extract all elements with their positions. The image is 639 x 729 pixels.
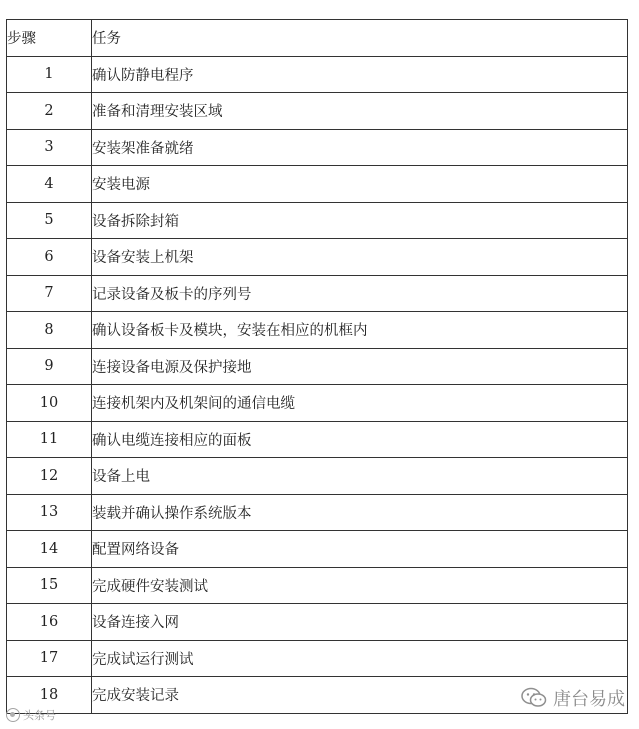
task-text: 准备和清理安装区域 — [92, 93, 628, 130]
task-text: 设备安装上机架 — [92, 239, 628, 276]
table-row — [7, 275, 628, 312]
step-number: 2 — [7, 93, 92, 130]
wechat-watermark — [521, 685, 625, 711]
task-text: 装载并确认操作系统版本 — [92, 494, 628, 531]
table-row — [7, 421, 628, 458]
step-number: 10 — [7, 385, 92, 422]
source-mark — [6, 707, 56, 723]
step-number: 8 — [7, 312, 92, 349]
step-number: 7 — [7, 275, 92, 312]
task-text: 记录设备及板卡的序列号 — [92, 275, 628, 312]
table-row — [7, 458, 628, 495]
task-text: 确认电缆连接相应的面板 — [92, 421, 628, 458]
installation-steps-table — [6, 19, 628, 714]
table-row — [7, 494, 628, 531]
column-header-task: 任务 — [92, 20, 628, 57]
step-number: 11 — [7, 421, 92, 458]
table-row — [7, 604, 628, 641]
step-number: 4 — [7, 166, 92, 203]
step-number: 13 — [7, 494, 92, 531]
table-row — [7, 531, 628, 568]
table-row — [7, 385, 628, 422]
step-number: 3 — [7, 129, 92, 166]
table-row — [7, 640, 628, 677]
task-text: 配置网络设备 — [92, 531, 628, 568]
column-header-step: 步骤 — [7, 20, 92, 57]
step-number: 17 — [7, 640, 92, 677]
watermark-text: 唐台易成 — [553, 689, 625, 710]
step-number: 14 — [7, 531, 92, 568]
task-text: 完成试运行测试 — [92, 640, 628, 677]
step-number: 15 — [7, 567, 92, 604]
source-mark-text: 头条号 — [23, 709, 56, 722]
wechat-icon — [521, 687, 547, 709]
step-number: 18 — [7, 677, 92, 714]
task-text: 设备拆除封箱 — [92, 202, 628, 239]
step-number: 12 — [7, 458, 92, 495]
task-text: 连接机架内及机架间的通信电缆 — [92, 385, 628, 422]
step-number: 6 — [7, 239, 92, 276]
task-text: 安装架准备就绪 — [92, 129, 628, 166]
table-row — [7, 129, 628, 166]
task-text: 设备连接入网 — [92, 604, 628, 641]
task-text: 确认防静电程序 — [92, 56, 628, 93]
task-text: 完成安装记录 — [92, 677, 628, 714]
task-text: 安装电源 — [92, 166, 628, 203]
table-row — [7, 348, 628, 385]
table-row — [7, 567, 628, 604]
step-number: 5 — [7, 202, 92, 239]
table-row — [7, 166, 628, 203]
table-row — [7, 93, 628, 130]
step-number: 1 — [7, 56, 92, 93]
table-header-row — [7, 20, 628, 57]
table-row — [7, 56, 628, 93]
table-row — [7, 312, 628, 349]
task-text: 完成硬件安装测试 — [92, 567, 628, 604]
step-number: 9 — [7, 348, 92, 385]
task-text: 确认设备板卡及模块，安装在相应的机框内 — [92, 312, 628, 349]
task-text: 连接设备电源及保护接地 — [92, 348, 628, 385]
table-row — [7, 239, 628, 276]
task-text: 设备上电 — [92, 458, 628, 495]
table-row — [7, 202, 628, 239]
step-number: 16 — [7, 604, 92, 641]
source-logo-icon — [6, 708, 20, 722]
